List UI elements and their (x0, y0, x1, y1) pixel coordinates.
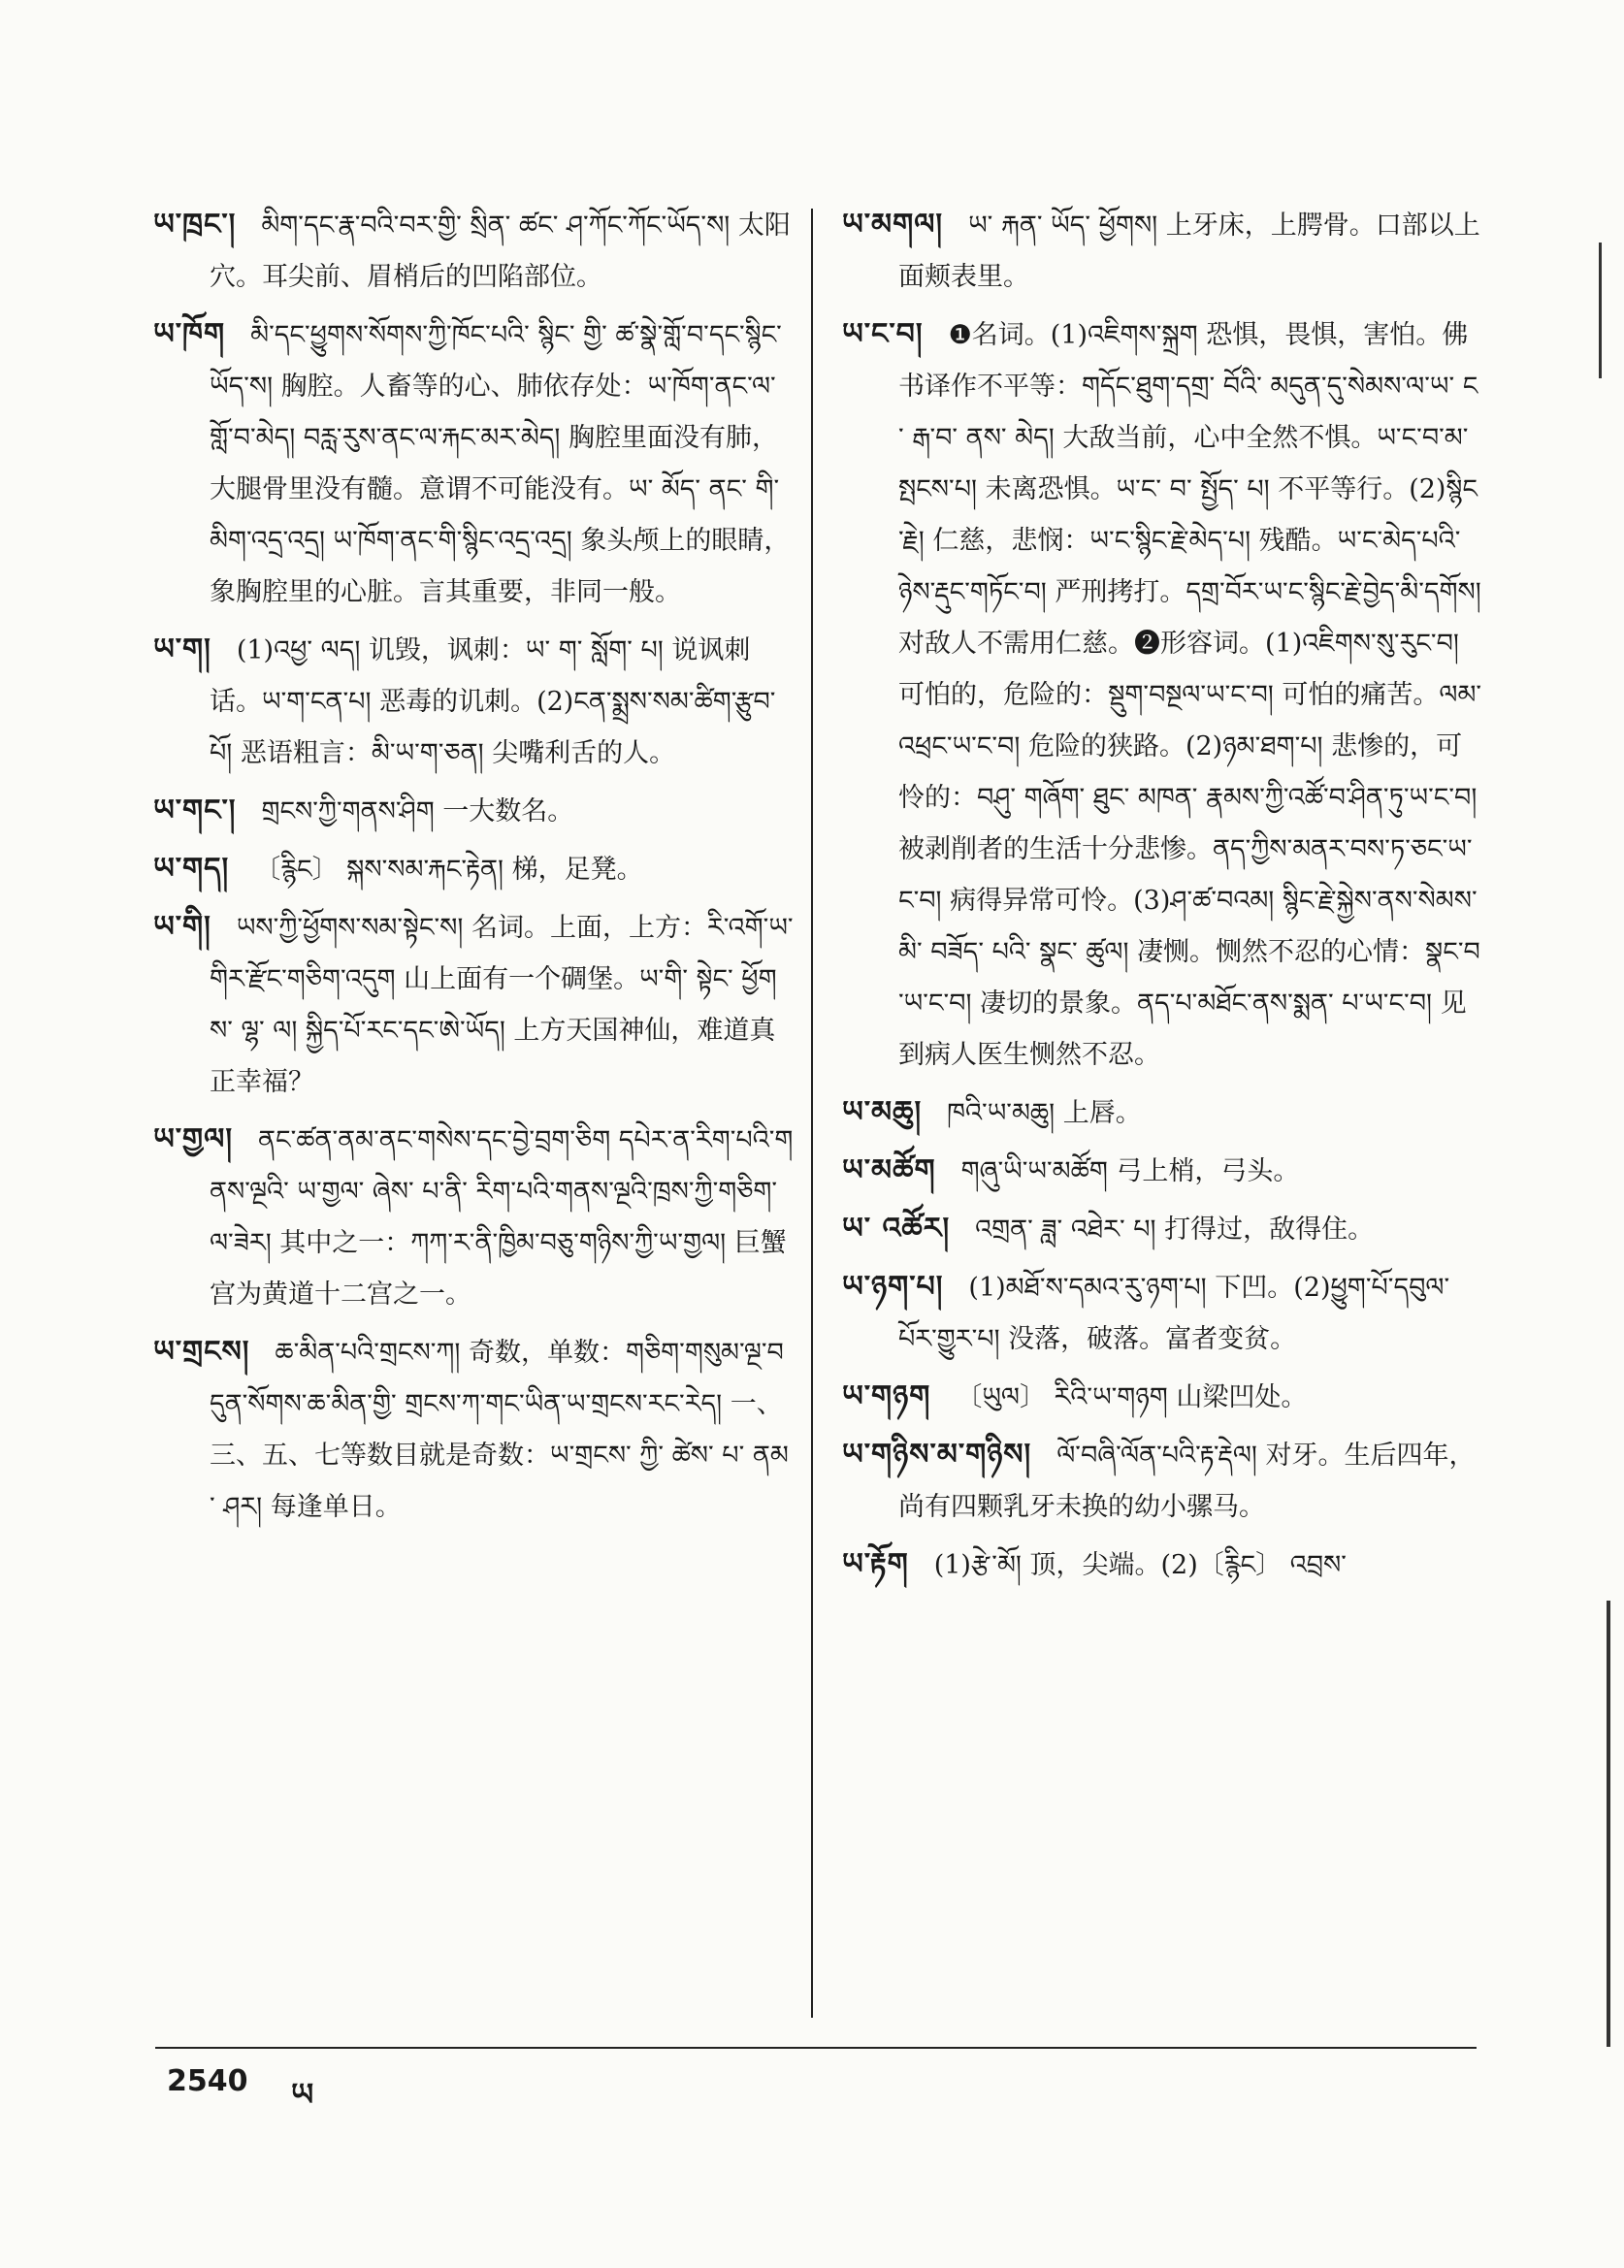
headword: ཡ་མཚོག (842, 1153, 936, 1187)
dictionary-entry (842, 1203, 1482, 1255)
definition: མིག་དང་རྣ་བའི་བར་གྱི་ སྲིན་ ཚང་ ཤ་ཀོང་ཀོང་ཡོད་ས། 太阳穴。耳尖前、眉梢后的凹陷部位。 (210, 211, 791, 292)
dictionary-entry (153, 901, 794, 1108)
headword: ཡ་ཁྲང་། (153, 208, 237, 242)
dictionary-entry (153, 624, 794, 779)
left-column (153, 199, 794, 1539)
headword: ཡ་མཆུ། (842, 1095, 923, 1129)
definition: ཡ་ རྐན་ ཡོད་ ཕྱོགས། 上牙床，上腭骨。口部以上面颊表里。 (898, 211, 1480, 292)
definition: ནང་ཚན་ནམ་ནང་གསེས་དང་བྱེ་བྲག་ཅིག དཔེར་ན་རིག་པའི་གནས་ལྔའི་ ཡ་གྱལ་ ཞེས་ པ་ནི་ རིག་པའི་གནས་ལྔའི་ཁྲས་ཀྱི་གཅིག་ལ་ཟེར། 其中之一：ཀཀ་ར་ནི་ཁྱིམ་བཅུ་གཉིས་ཀྱི་ཡ་གྱལ། 巨蟹宫为黄道十二宫之一。 (210, 1125, 794, 1310)
headword: ཡ་རྟོག (842, 1547, 909, 1581)
dictionary-entry (153, 308, 794, 618)
headword: ཡ་གཉིས་མ་གཉིས། (842, 1438, 1032, 1472)
definition: 〔ཡུལ〕 རིའི་ཡ་གཉག 山梁凹处。 (956, 1382, 1308, 1412)
headword: ཡ་གྲངས། (153, 1335, 250, 1369)
dictionary-entry (153, 785, 794, 837)
definition: (1)མཐོ་ས་དམའ་རུ་ཉག་པ། 下凹。(2)ཕྱུག་པོ་དབུལ་པོར་གྱུར་པ། 没落，破落。富者变贫。 (898, 1273, 1450, 1354)
dictionary-entry (842, 199, 1482, 303)
dictionary-entry (842, 1086, 1482, 1139)
dictionary-entry (153, 1114, 794, 1320)
definition: མི་དང་ཕྱུགས་སོགས་ཀྱི་ཁོང་པའི་ སྙིང་ གྱི་ ཚ་སྣེ་གློ་བ་དང་སྙིང་ཡོད་ས། 胸腔。人畜等的心、肺依存处：ཡ་ཁོག་ནང་ལ་གློ་བ་མེད། བརླ་རུས་ནང་ལ་རྐང་མར་མེད། 胸腔里面没有肺，大腿骨里没有髓。意谓不可能没有。ཡ་ མོད་ ནང་ གི་མིག་འདྲ་འདྲ། ཡ་ཁོག་ནང་གི་སྙིང་འདྲ་འདྲ། 象头颅上的眼睛，象胸腔里的心脏。言其重要，非同一般。 (210, 320, 791, 607)
headword: ཡ་ཁོག (153, 317, 226, 351)
headword: ཡ་གད། (153, 852, 230, 886)
column-divider (811, 209, 813, 2018)
dictionary-entry (842, 1145, 1482, 1197)
right-column (842, 199, 1482, 1597)
headword: ཡ་གི། (153, 910, 211, 944)
headword: ཡ་མགལ། (842, 208, 944, 242)
dictionary-entry (842, 1371, 1482, 1423)
running-head: ཡ (291, 2076, 314, 2113)
headword: ཡ་གཉག (842, 1379, 931, 1413)
definition: ཆ་མིན་པའི་གྲངས་ཀ། 奇数，单数：གཅིག་གསུམ་ལྔ་བདུན་སོགས་ཆ་མིན་གྱི་ གྲངས་ཀ་གང་ཡིན་ཡ་གྲངས་རང་རེད། 一、三、五、七等数目就是奇数：ཡ་གྲངས་ ཀྱི་ ཚེས་ པ་ ནམ་ ཤར། 每逢单日。 (210, 1338, 789, 1522)
headword: ཡ་ འཚོར། (842, 1212, 951, 1246)
definition: ཁའི་ཡ་མཆུ། 上唇。 (947, 1098, 1142, 1128)
definition: (1)རྩེ་མོ། 顶，尖端。(2)〔རྙིང〕 འབྲས་ (933, 1550, 1347, 1580)
headword: ཡ་ག། (153, 632, 211, 666)
definition: (1)འཕྱ་ ལད། 讥毁，讽刺：ཡ་ ག་ སློག་ པ། 说讽刺话。ཡ་ག་ངན་པ། 恶毒的讥刺。(2)ངན་སྨྲས་སམ་ཚིག་རྩུབ་པོ། 恶语粗言：མི་ཡ་ག་ཅན། 尖嘴利舌的人。 (210, 635, 776, 768)
headword: ཡ་ཉག་པ། (842, 1270, 944, 1304)
definition: འགྲན་ ཟླ་ འཐེར་ པ། 打得过，敌得住。 (975, 1215, 1375, 1245)
definition: ❶名词。(1)འཇིགས་སྐྲག 恐惧，畏惧，害怕。佛书译作不平等：གདོང་ཐུག་དགྲ་ བོའི་ མདུན་དུ་སེམས་ལ་ཡ་ ང་ རྒ་བ་ ནས་ མེད། 大敌当前，心中全然不惧。ཡ་ང་བ་མ་སྤངས་པ། 未离恐惧。ཡ་ང་ བ་ སྤྱོད་ པ། 不平等行。(2)སྙིང་རྗེ། 仁慈，悲悯：ཡ་ང་སྙིང་རྗེ་མེད་པ། 残酷。ཡ་ང་མེད་པའི་ཉེས་རྡུང་གཏོང་བ། 严刑拷打。དགྲ་བོར་ཡ་ང་སྙིང་རྗེ་བྱེད་མི་དགོས། 对敌人不需用仁慈。❷形容词。(1)འཇིགས་སུ་རུང་བ། 可怕的，危险的：སྡུག་བསྔལ་ཡ་ང་བ། 可怕的痛苦。ལམ་འཕྲང་ཡ་ང་བ། 危险的狭路。(2)ཉམ་ཐག་པ། 悲惨的，可怜的：བཤུ་ གཞོག་ ཐུང་ མཁན་ རྣམས་ཀྱི་འཚོ་བ་ཤིན་ཏུ་ཡ་ང་བ། 被剥削者的生活十分悲惨。ནད་ཀྱིས་མནར་བས་ཏ་ཅང་ཡ་ང་བ། 病得异常可怜。(3)ཤ་ཚ་བའམ། སྙིང་རྗེ་སྐྱེས་ནས་སེམས་མི་ བཟོད་ པའི་ སྣང་ ཚུལ། 凄恻。恻然不忍的心情：སྣང་བ་ཡ་ང་བ། 凄切的景象。ནད་པ་མཐོང་ནས་སྨན་ པ་ཡ་ང་བ། 见到病人医生恻然不忍。 (898, 320, 1482, 1070)
dictionary-entry (842, 1429, 1482, 1533)
definition: 〔རྙིང〕 སྐས་སམ་རྐང་རྟེན། 梯，足凳。 (254, 855, 643, 885)
dictionary-entry (842, 1261, 1482, 1365)
dictionary-entry (153, 1326, 794, 1533)
dictionary-entry (153, 843, 794, 895)
footer-rule (155, 2047, 1477, 2049)
headword: ཡ་གང་། (153, 794, 237, 827)
definition: གྲངས་ཀྱི་གནས་ཤིག 一大数名。 (261, 796, 574, 826)
edge-mark (1599, 243, 1602, 378)
definition: ལོ་བཞི་ལོན་པའི་རྟ་རྡེལ། 对牙。生后四年，尚有四颗乳牙未换的幼小骡马。 (898, 1441, 1476, 1522)
definition: གཞུ་ཡི་ཡ་མཚོག 弓上梢，弓头。 (960, 1156, 1300, 1186)
definition: ཡས་ཀྱི་ཕྱོགས་སམ་སྟེང་ས། 名词。上面，上方：རི་འགོ་ཡ་གིར་རྫོང་གཅིག་འདུག 山上面有一个碉堡。ཡ་གི་ སྟེང་ ཕྱོགས་ ལྷ་ ལ། སྐྱིད་པོ་རང་དང་ཨེ་ཡོད། 上方天国神仙，难道真正幸福？ (210, 913, 794, 1097)
edge-mark (1607, 1601, 1610, 2047)
dictionary-entry (153, 199, 794, 303)
dictionary-entry (842, 308, 1482, 1081)
headword: ཡ་གྱལ། (153, 1122, 234, 1156)
headword: ཡ་ང་བ། (842, 317, 924, 351)
dictionary-entry (842, 1539, 1482, 1591)
page-number: 2540 (167, 2064, 248, 2098)
